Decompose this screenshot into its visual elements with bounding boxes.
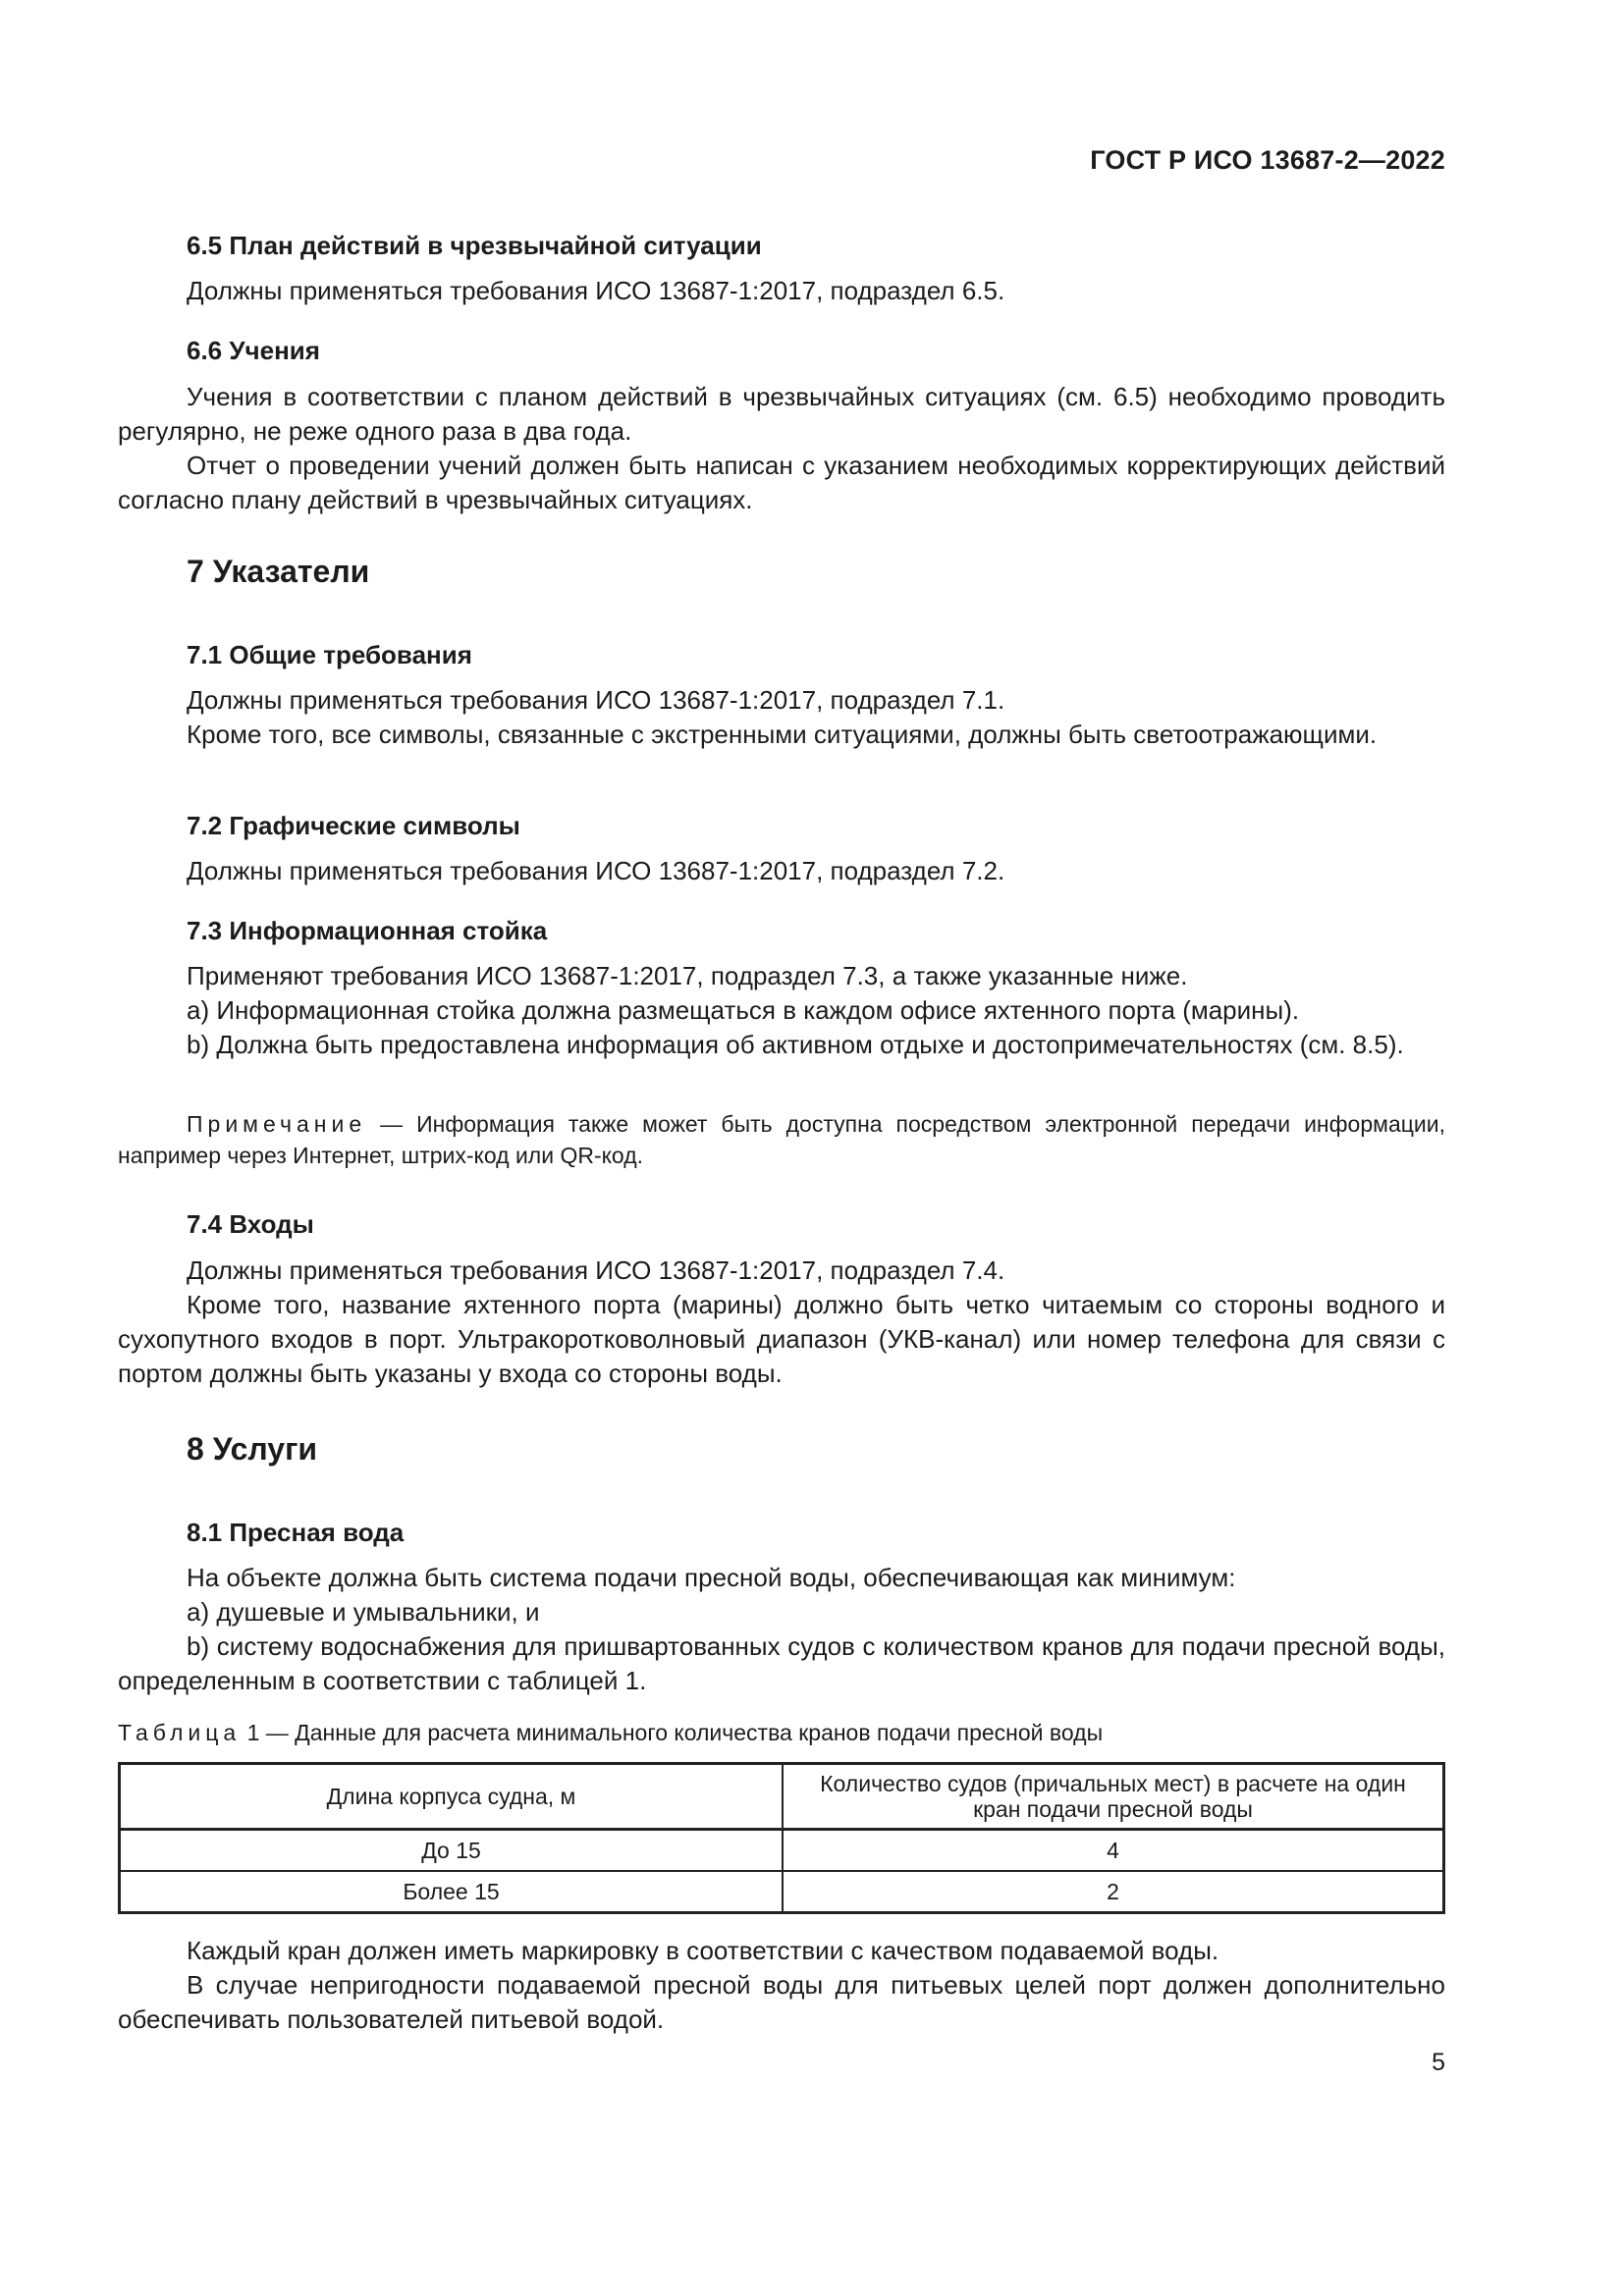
table-row <box>120 1830 1444 1872</box>
table-caption-text: 1 — Данные для расчета минимального количества кранов подачи пресной воды <box>241 1720 1104 1745</box>
section-7-3-title: 7.3 Информационная стойка <box>187 916 548 945</box>
fresh-water-table <box>118 1762 1445 1914</box>
section-8-1-text-5: В случае непригодности подаваемой пресной воды для питьевых целей порт должен дополнительно обеспечивать пользователей питьевой водой. <box>118 1970 1445 2034</box>
table-header-cell: Длина корпуса судна, м <box>120 1764 784 1830</box>
section-6-6-title: 6.6 Учения <box>187 336 320 365</box>
table-cell: 4 <box>783 1830 1444 1872</box>
table-label: Таблица <box>118 1720 242 1745</box>
note-text: — Информация также может быть доступна посредством электронной передачи информации, например через Интернет, штрих-код или QR-код. <box>118 1111 1445 1168</box>
section-8-1-title: 8.1 Пресная вода <box>187 1518 405 1547</box>
section-7-3-note <box>118 1108 1445 1171</box>
table-caption <box>118 1720 1445 1746</box>
section-6-5-title: 6.5 План действий в чрезвычайной ситуации <box>187 231 762 260</box>
table-row <box>120 1871 1444 1913</box>
table-cell: 2 <box>783 1871 1444 1913</box>
section-7-3-text-1: Применяют требования ИСО 13687-1:2017, подраздел 7.3, а также указанные ниже. <box>187 961 1188 990</box>
section-6-6-text-1: Учения в соответствии с планом действий в чрезвычайных ситуациях (см. 6.5) необходимо проводить регулярно, не реже одного раза в два года. <box>118 382 1445 446</box>
document-header-id: ГОСТ Р ИСО 13687-2—2022 <box>1090 145 1445 175</box>
table-cell: Более 15 <box>120 1871 784 1913</box>
section-8-1-text-2: a) душевые и умывальники, и <box>187 1597 540 1627</box>
note-label: Примечание <box>187 1111 367 1137</box>
section-6-6-text-2: Отчет о проведении учений должен быть написан с указанием необходимых корректирующих действий согласно плану действий в чрезвычайных ситуациях. <box>118 451 1445 514</box>
section-7-2-title: 7.2 Графические символы <box>187 811 520 840</box>
section-8-title: 8 Услуги <box>187 1431 318 1467</box>
section-8-1-text-3: b) систему водоснабжения для пришвартованных судов с количеством кранов для подачи пресной воды, определенным в соответствии с таблицей 1. <box>118 1631 1445 1695</box>
section-7-1-title: 7.1 Общие требования <box>187 640 472 669</box>
section-7-3-text-3: b) Должна быть предоставлена информация об активном отдыхе и достопримечательностях (см. 8.5). <box>187 1030 1404 1059</box>
section-7-1-text-1: Должны применяться требования ИСО 13687-1:2017, подраздел 7.1. <box>187 685 1005 715</box>
section-7-2-text: Должны применяться требования ИСО 13687-1:2017, подраздел 7.2. <box>187 856 1005 885</box>
table-header-cell: Количество судов (причальных мест) в расчете на один кран подачи пресной воды <box>783 1764 1444 1830</box>
section-7-4-text-1: Должны применяться требования ИСО 13687-1:2017, подраздел 7.4. <box>187 1255 1005 1285</box>
section-7-3-text-2: a) Информационная стойка должна размещаться в каждом офисе яхтенного порта (марины). <box>187 995 1300 1025</box>
section-7-4-title: 7.4 Входы <box>187 1209 314 1239</box>
page-number: 5 <box>1432 2049 1445 2076</box>
section-6-5-text: Должны применяться требования ИСО 13687-1:2017, подраздел 6.5. <box>187 276 1005 305</box>
section-8-1-text-1: На объекте должна быть система подачи пресной воды, обеспечивающая как минимум: <box>187 1563 1236 1592</box>
section-7-title: 7 Указатели <box>187 554 370 589</box>
table-cell: До 15 <box>120 1830 784 1872</box>
table-header-row <box>120 1764 1444 1830</box>
section-7-4-text-2: Кроме того, название яхтенного порта (марины) должно быть четко читаемым со стороны водного и сухопутного входов в порт. Ультракоротковолновый диапазон (УКВ-канал) или номер телефона для связи с портом должны быть указаны у входа со стороны воды. <box>118 1290 1445 1388</box>
section-8-1-text-4: Каждый кран должен иметь маркировку в соответствии с качеством подаваемой воды. <box>187 1936 1219 1965</box>
section-7-1-text-2: Кроме того, все символы, связанные с экстренными ситуациями, должны быть светоотражающими. <box>187 720 1378 749</box>
